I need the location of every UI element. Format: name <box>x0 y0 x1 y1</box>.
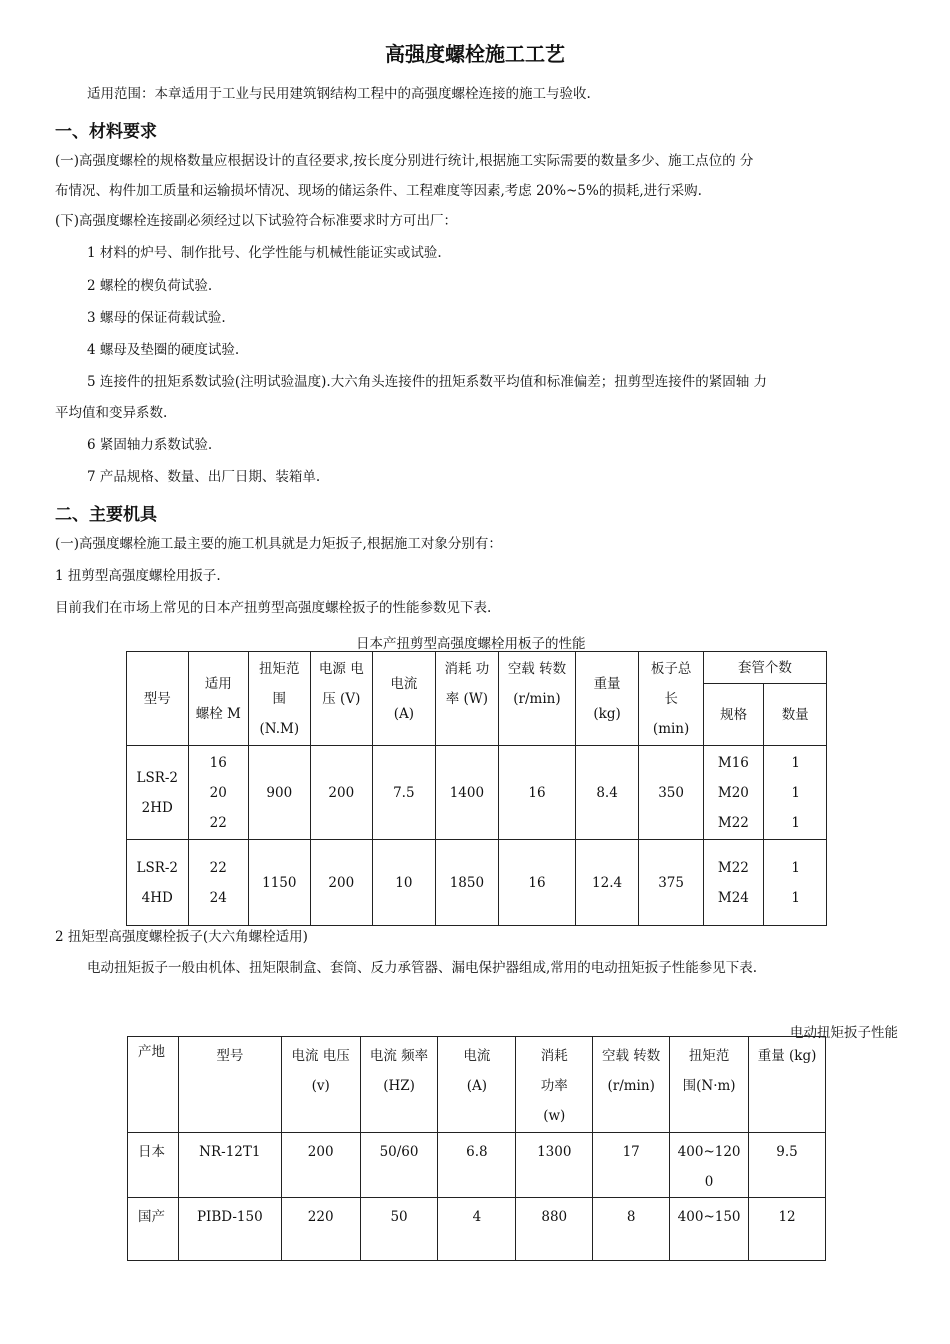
scope-paragraph: 适用范围：本章适用于工业与民用建筑钢结构工程中的高强度螺栓连接的施工与验收. <box>87 86 591 102</box>
t2-cell-current: 6.8 <box>438 1133 516 1198</box>
sec1-item-5b: 平均值和变异系数. <box>55 405 168 421</box>
t1-cell-speed: 16 <box>499 840 576 926</box>
t1-header-length: 板子总 长 (min) <box>639 652 704 746</box>
t2-cell-model: PIBD-150 <box>178 1198 281 1261</box>
table-2-caption: 电动扭矩扳子性能 <box>790 1025 898 1041</box>
sec1-item-7: 7 产品规格、数量、出厂日期、装箱单. <box>87 469 321 485</box>
table-row <box>127 840 827 926</box>
t1-cell-qty: 1 1 1 <box>764 746 827 840</box>
table-row <box>128 1133 826 1198</box>
t1-header-spec: 规格 <box>703 684 764 746</box>
section-1-heading: 一、材料要求 <box>55 122 157 142</box>
t2-header-weight: 重量 (kg) <box>749 1037 826 1133</box>
table-1-caption: 日本产扭剪型高强度螺栓用板子的性能 <box>356 636 586 652</box>
t1-header-voltage: 电源 电 压 (V) <box>310 652 373 746</box>
sec1-paragraph-2: (下)高强度螺栓连接副必须经过以下试验符合标准要求时方可出厂： <box>55 213 458 229</box>
document-title: 高强度螺栓施工工艺 <box>385 42 565 66</box>
t1-cell-power: 1400 <box>435 746 499 840</box>
sec1-paragraph-1b: 布情况、构件加工质量和运输损坏情况、现场的储运条件、工程难度等因素,考虑 20%~5%的损耗,进行采购. <box>55 183 702 199</box>
t2-cell-freq: 50/60 <box>360 1133 438 1198</box>
t2-cell-speed: 17 <box>593 1133 670 1198</box>
t1-header-bolt: 适用 螺栓 M <box>188 652 249 746</box>
t2-header-voltage: 电流 电压 (v) <box>281 1037 360 1133</box>
t2-header-model: 型号 <box>178 1037 281 1133</box>
t1-cell-qty: 1 1 <box>764 840 827 926</box>
t2-header-speed: 空载 转数 (r/min) <box>593 1037 670 1133</box>
t1-cell-spec: M22 M24 <box>703 840 764 926</box>
t2-cell-model: NR-12T1 <box>178 1133 281 1198</box>
sec2-paragraph-3: 目前我们在市场上常见的日本产扭剪型高强度螺栓扳子的性能参数见下表. <box>55 600 492 616</box>
t1-cell-model: LSR-2 4HD <box>127 840 189 926</box>
t2-header-power: 消耗 功率 (w) <box>516 1037 593 1133</box>
t2-cell-power: 880 <box>516 1198 593 1261</box>
t1-cell-weight: 8.4 <box>575 746 639 840</box>
t2-cell-weight: 9.5 <box>749 1133 826 1198</box>
sec1-item-4: 4 螺母及垫圈的硬度试验. <box>87 342 240 358</box>
table-1 <box>126 651 827 926</box>
sec2-paragraph-4: 2 扭矩型高强度螺栓扳子(大六角螺栓适用) <box>55 929 308 945</box>
t2-header-current: 电流 (A) <box>438 1037 516 1133</box>
t1-cell-bolt: 22 24 <box>188 840 249 926</box>
sec2-paragraph-1: (一)高强度螺栓施工最主要的施工机具就是力矩扳子,根据施工对象分别有： <box>55 536 502 552</box>
t1-header-qty: 数量 <box>764 684 827 746</box>
t1-header-model: 型号 <box>127 652 189 746</box>
t2-cell-power: 1300 <box>516 1133 593 1198</box>
t1-header-speed: 空载 转数 (r/min) <box>499 652 576 746</box>
t2-cell-speed: 8 <box>593 1198 670 1261</box>
t2-cell-current: 4 <box>438 1198 516 1261</box>
table-2 <box>127 1036 826 1261</box>
t2-cell-voltage: 220 <box>281 1198 360 1261</box>
t1-cell-length: 350 <box>639 746 704 840</box>
t2-header-origin: 产地 <box>128 1037 179 1133</box>
sec1-item-1: 1 材料的炉号、制作批号、化学性能与机械性能证实或试验. <box>87 245 442 261</box>
t1-cell-speed: 16 <box>499 746 576 840</box>
t1-cell-voltage: 200 <box>310 840 373 926</box>
t1-cell-current: 7.5 <box>373 746 436 840</box>
t1-cell-torque: 900 <box>249 746 311 840</box>
t1-header-socket: 套管个数 <box>703 652 826 684</box>
t1-cell-spec: M16 M20 M22 <box>703 746 764 840</box>
t1-cell-length: 375 <box>639 840 704 926</box>
sec1-item-2: 2 螺栓的楔负荷试验. <box>87 278 213 294</box>
t2-cell-origin: 日本 <box>128 1133 179 1198</box>
t1-cell-model: LSR-2 2HD <box>127 746 189 840</box>
t1-header-current: 电流 (A) <box>373 652 436 746</box>
t2-cell-torque: 400~150 <box>670 1198 749 1261</box>
sec2-paragraph-5: 电动扭矩扳子一般由机体、扭矩限制盒、套筒、反力承管器、漏电保护器组成,常用的电动扭矩扳子性能参见下表. <box>87 960 758 976</box>
t2-cell-torque: 400~120 0 <box>670 1133 749 1198</box>
t1-cell-current: 10 <box>373 840 436 926</box>
sec2-paragraph-2: 1 扭剪型高强度螺栓用扳子. <box>55 568 221 584</box>
t1-cell-power: 1850 <box>435 840 499 926</box>
sec1-item-3: 3 螺母的保证荷载试验. <box>87 310 226 326</box>
section-2-heading: 二、主要机具 <box>55 505 157 525</box>
sec1-item-5a: 5 连接件的扭矩系数试验(注明试验温度).大六角头连接件的扭矩系数平均值和标准偏差；扭剪型连接件的紧固轴 力 <box>87 374 767 390</box>
t2-cell-origin: 国产 <box>128 1198 179 1261</box>
sec1-item-6: 6 紧固轴力系数试验. <box>87 437 213 453</box>
t2-cell-freq: 50 <box>360 1198 438 1261</box>
t1-header-weight: 重量 (kg) <box>575 652 639 746</box>
t1-header-power: 消耗 功 率 (W) <box>435 652 499 746</box>
t2-cell-weight: 12 <box>749 1198 826 1261</box>
t2-cell-voltage: 200 <box>281 1133 360 1198</box>
table-row <box>128 1198 826 1261</box>
t1-cell-torque: 1150 <box>249 840 311 926</box>
t1-header-torque: 扭矩范 围 (N.M) <box>249 652 311 746</box>
t1-cell-weight: 12.4 <box>575 840 639 926</box>
t2-header-freq: 电流 频率 (HZ) <box>360 1037 438 1133</box>
sec1-paragraph-1a: (一)高强度螺栓的规格数量应根据设计的直径要求,按长度分别进行统计,根据施工实际需要的数量多少、施工点位的 分 <box>55 153 754 169</box>
t2-header-torque: 扭矩范 围(N·m) <box>670 1037 749 1133</box>
t1-cell-bolt: 16 20 22 <box>188 746 249 840</box>
t1-cell-voltage: 200 <box>310 746 373 840</box>
table-row <box>127 746 827 840</box>
